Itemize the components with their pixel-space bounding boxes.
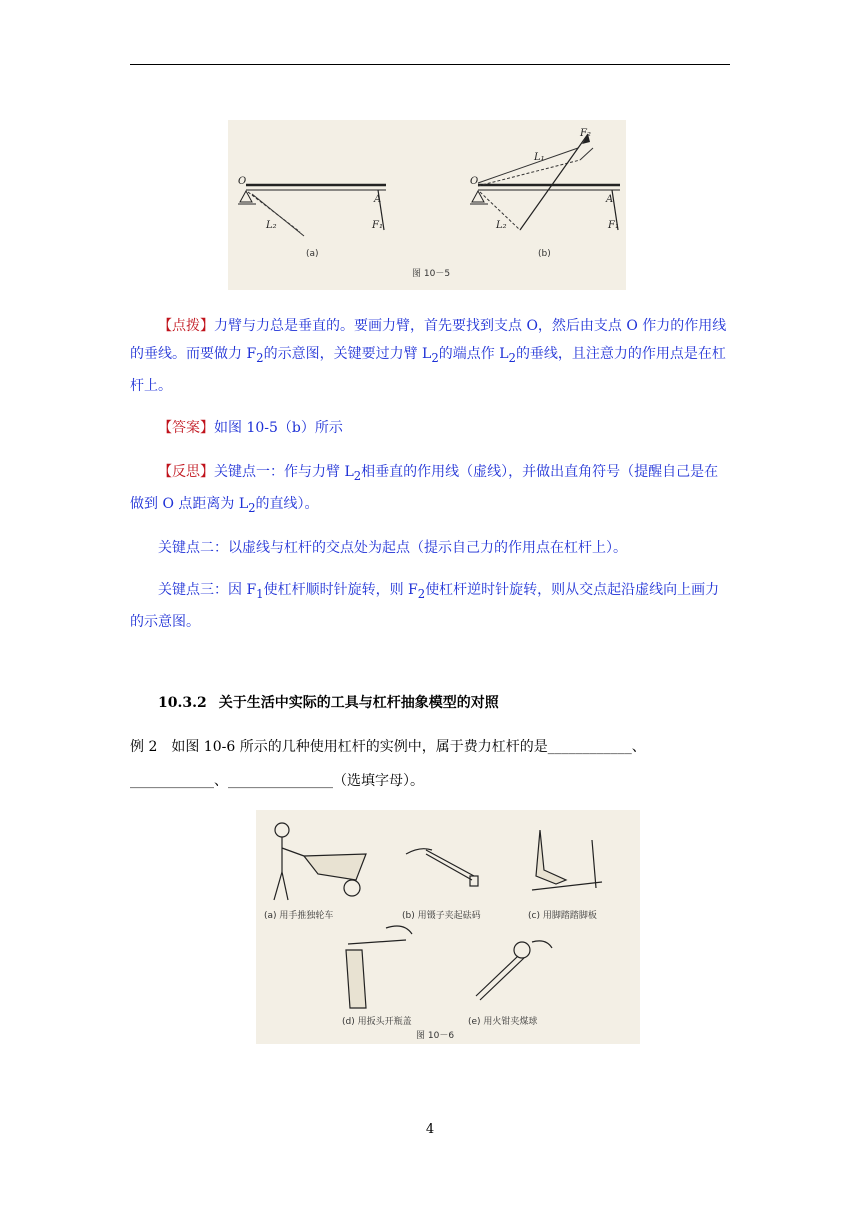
dianbo-sub-2: 2 [431, 350, 439, 365]
figure-10-5 [228, 120, 626, 290]
daan-paragraph [130, 414, 730, 442]
fansi-paragraph [130, 458, 730, 522]
fansi-text-1: 关键点一：作与力臂 L [214, 464, 354, 480]
dianbo-text-3: 的端点作 L [438, 346, 509, 362]
fansi-sub-1: 2 [353, 468, 362, 483]
key-point-3 [130, 576, 730, 636]
header-rule [130, 64, 730, 65]
caption-c: (c) 用脚踏踏脚板 [528, 911, 597, 921]
key3-text-1: 关键点三：因 F [158, 582, 257, 598]
figure-10-5-caption: 图 10－5 [412, 269, 451, 279]
example-2-line-2: ____________、_______________（选填字母）。 [130, 773, 424, 789]
dianbo-sub-3: 2 [508, 350, 516, 365]
key3-text-3: 使杠杆逆时针旋转，则从交点起沿虚线向上画力的示意图。 [130, 582, 720, 630]
dianbo-text-4: 的垂线，且注意力的作用点是在杠杆上。 [130, 346, 726, 394]
sub-label-b: (b) [538, 249, 551, 259]
fansi-sub-2: 2 [248, 500, 256, 515]
fansi-text-3: 的直线）。 [255, 495, 319, 512]
section-title: 关于生活中实际的工具与杠杆抽象模型的对照 [218, 695, 499, 711]
label-l2-b: L₂ [496, 220, 507, 231]
wheelbarrow-illustration [274, 823, 366, 900]
page-number: 4 [425, 1122, 435, 1137]
label-o-a: O [238, 176, 247, 187]
section-heading [158, 692, 499, 712]
dianbo-text-1: 力臂与力总是垂直的。要画力臂，首先要找到支点 O，然后由支点 O 作力的作用线的垂线。而要做力 F [130, 318, 727, 362]
sub-label-a: (a) [306, 249, 319, 259]
key3-sub-2: 2 [417, 586, 426, 601]
label-a-a: A [374, 194, 382, 205]
caption-d: (d) 用扳头开瓶盖 [342, 1017, 412, 1027]
figure-10-5-drawing [228, 120, 626, 290]
example-2-line-1: 例 2 如图 10-6 所示的几种使用杠杆的实例中，属于费力杠杆的是____________、 [130, 739, 646, 755]
dianbo-tag: 【点拨】 [158, 318, 214, 334]
figure-10-6-drawing [256, 810, 640, 1044]
dianbo-sub-1: 2 [256, 350, 264, 365]
caption-a: (a) 用手推独轮车 [264, 911, 334, 921]
label-a-b: A [606, 194, 614, 205]
caption-e: (e) 用火钳夹煤球 [468, 1017, 538, 1027]
label-f1-b: F₁ [608, 220, 619, 231]
fansi-tag: 【反思】 [158, 464, 214, 480]
label-l2-a: L₂ [266, 220, 277, 231]
figure-10-6-caption: 图 10－6 [416, 1031, 455, 1041]
section-number: 10.3.2 [158, 695, 207, 711]
dianbo-paragraph [130, 312, 730, 400]
caption-b: (b) 用镊子夹起砝码 [402, 911, 481, 921]
key3-text-2: 使杠杆顺时针旋转，则 F [263, 582, 418, 598]
dianbo-text-2: 的示意图，关键要过力臂 L [263, 346, 432, 362]
daan-tag: 【答案】 [158, 420, 214, 436]
daan-text: 如图 10-5（b）所示 [214, 420, 343, 436]
pedal-illustration [532, 830, 602, 890]
key-point-2: 关键点二：以虚线与杠杆的交点处为起点（提示自己力的作用点在杠杆上）。 [158, 540, 627, 556]
label-f2-b: F₂ [580, 128, 591, 139]
label-o-b: O [470, 176, 479, 187]
label-f1-a: F₁ [372, 220, 383, 231]
bottle-opener-illustration [346, 926, 412, 1008]
fansi-text-2: 相垂直的作用线（虚线），并做出直角符号（提醒自己是在做到 O 点距离为 L [130, 464, 719, 512]
label-l1-b: L₁ [534, 152, 545, 163]
figure-10-6 [256, 810, 640, 1044]
tweezers-illustration [406, 849, 478, 886]
key3-sub-1: 1 [256, 586, 264, 601]
tongs-illustration [476, 941, 552, 1000]
